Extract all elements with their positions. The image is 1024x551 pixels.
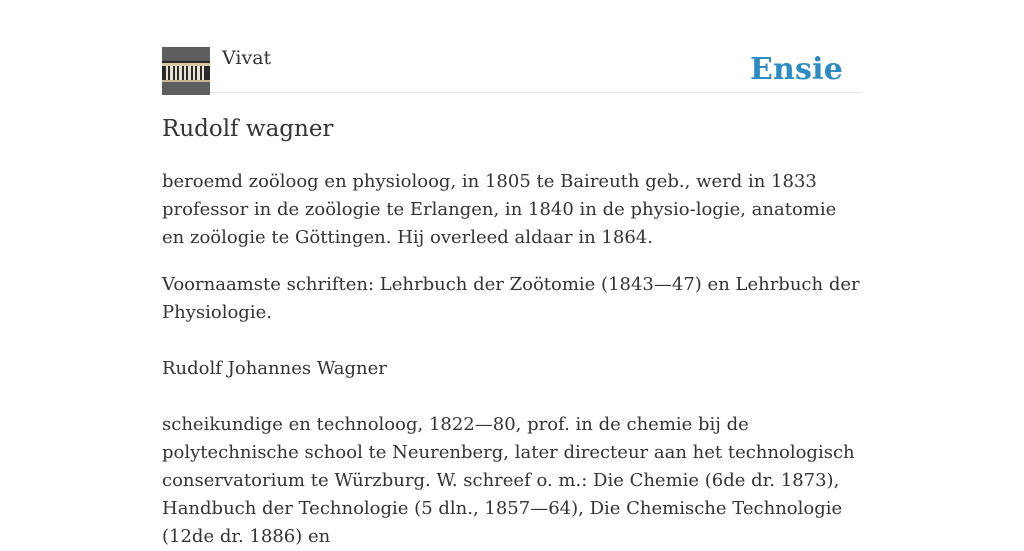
brand-logo[interactable]: Ensie — [749, 52, 843, 87]
article-paragraph: Voornaamste schriften: Lehrbuch der Zoötomie (1843—47) en Lehrbuch der Physiologie. — [162, 274, 860, 323]
bookshelf-icon — [162, 47, 210, 95]
article-title: Rudolf wagner — [162, 116, 334, 142]
source-name[interactable]: Vivat — [222, 47, 272, 69]
article-paragraph: beroemd zoöloog en physioloog, in 1805 te Baireuth geb., werd in 1833 professor in de zoölogie te Erlangen, in 1840 in de physio-logie, anatomie en zoölogie te Göttingen. Hij overleed aldaar in 1864. — [162, 171, 837, 248]
article-paragraph: scheikundige en technoloog, 1822—80, prof. in de chemie bij de polytechnische school te Neurenberg, later directeur aan het technologisch conservatorium te Würzburg. W. schreef o. m.: Die Chemie (6de dr. 1873), Handbuch der Technologie (5 dln., 1857—64), Die Chemische Technologie (12de dr. 1886) en — [162, 414, 855, 547]
header — [162, 46, 862, 93]
article-body — [162, 168, 862, 551]
bookshelf-avatar-icon[interactable] — [162, 47, 210, 95]
article-subheading: Rudolf Johannes Wagner — [162, 358, 387, 379]
